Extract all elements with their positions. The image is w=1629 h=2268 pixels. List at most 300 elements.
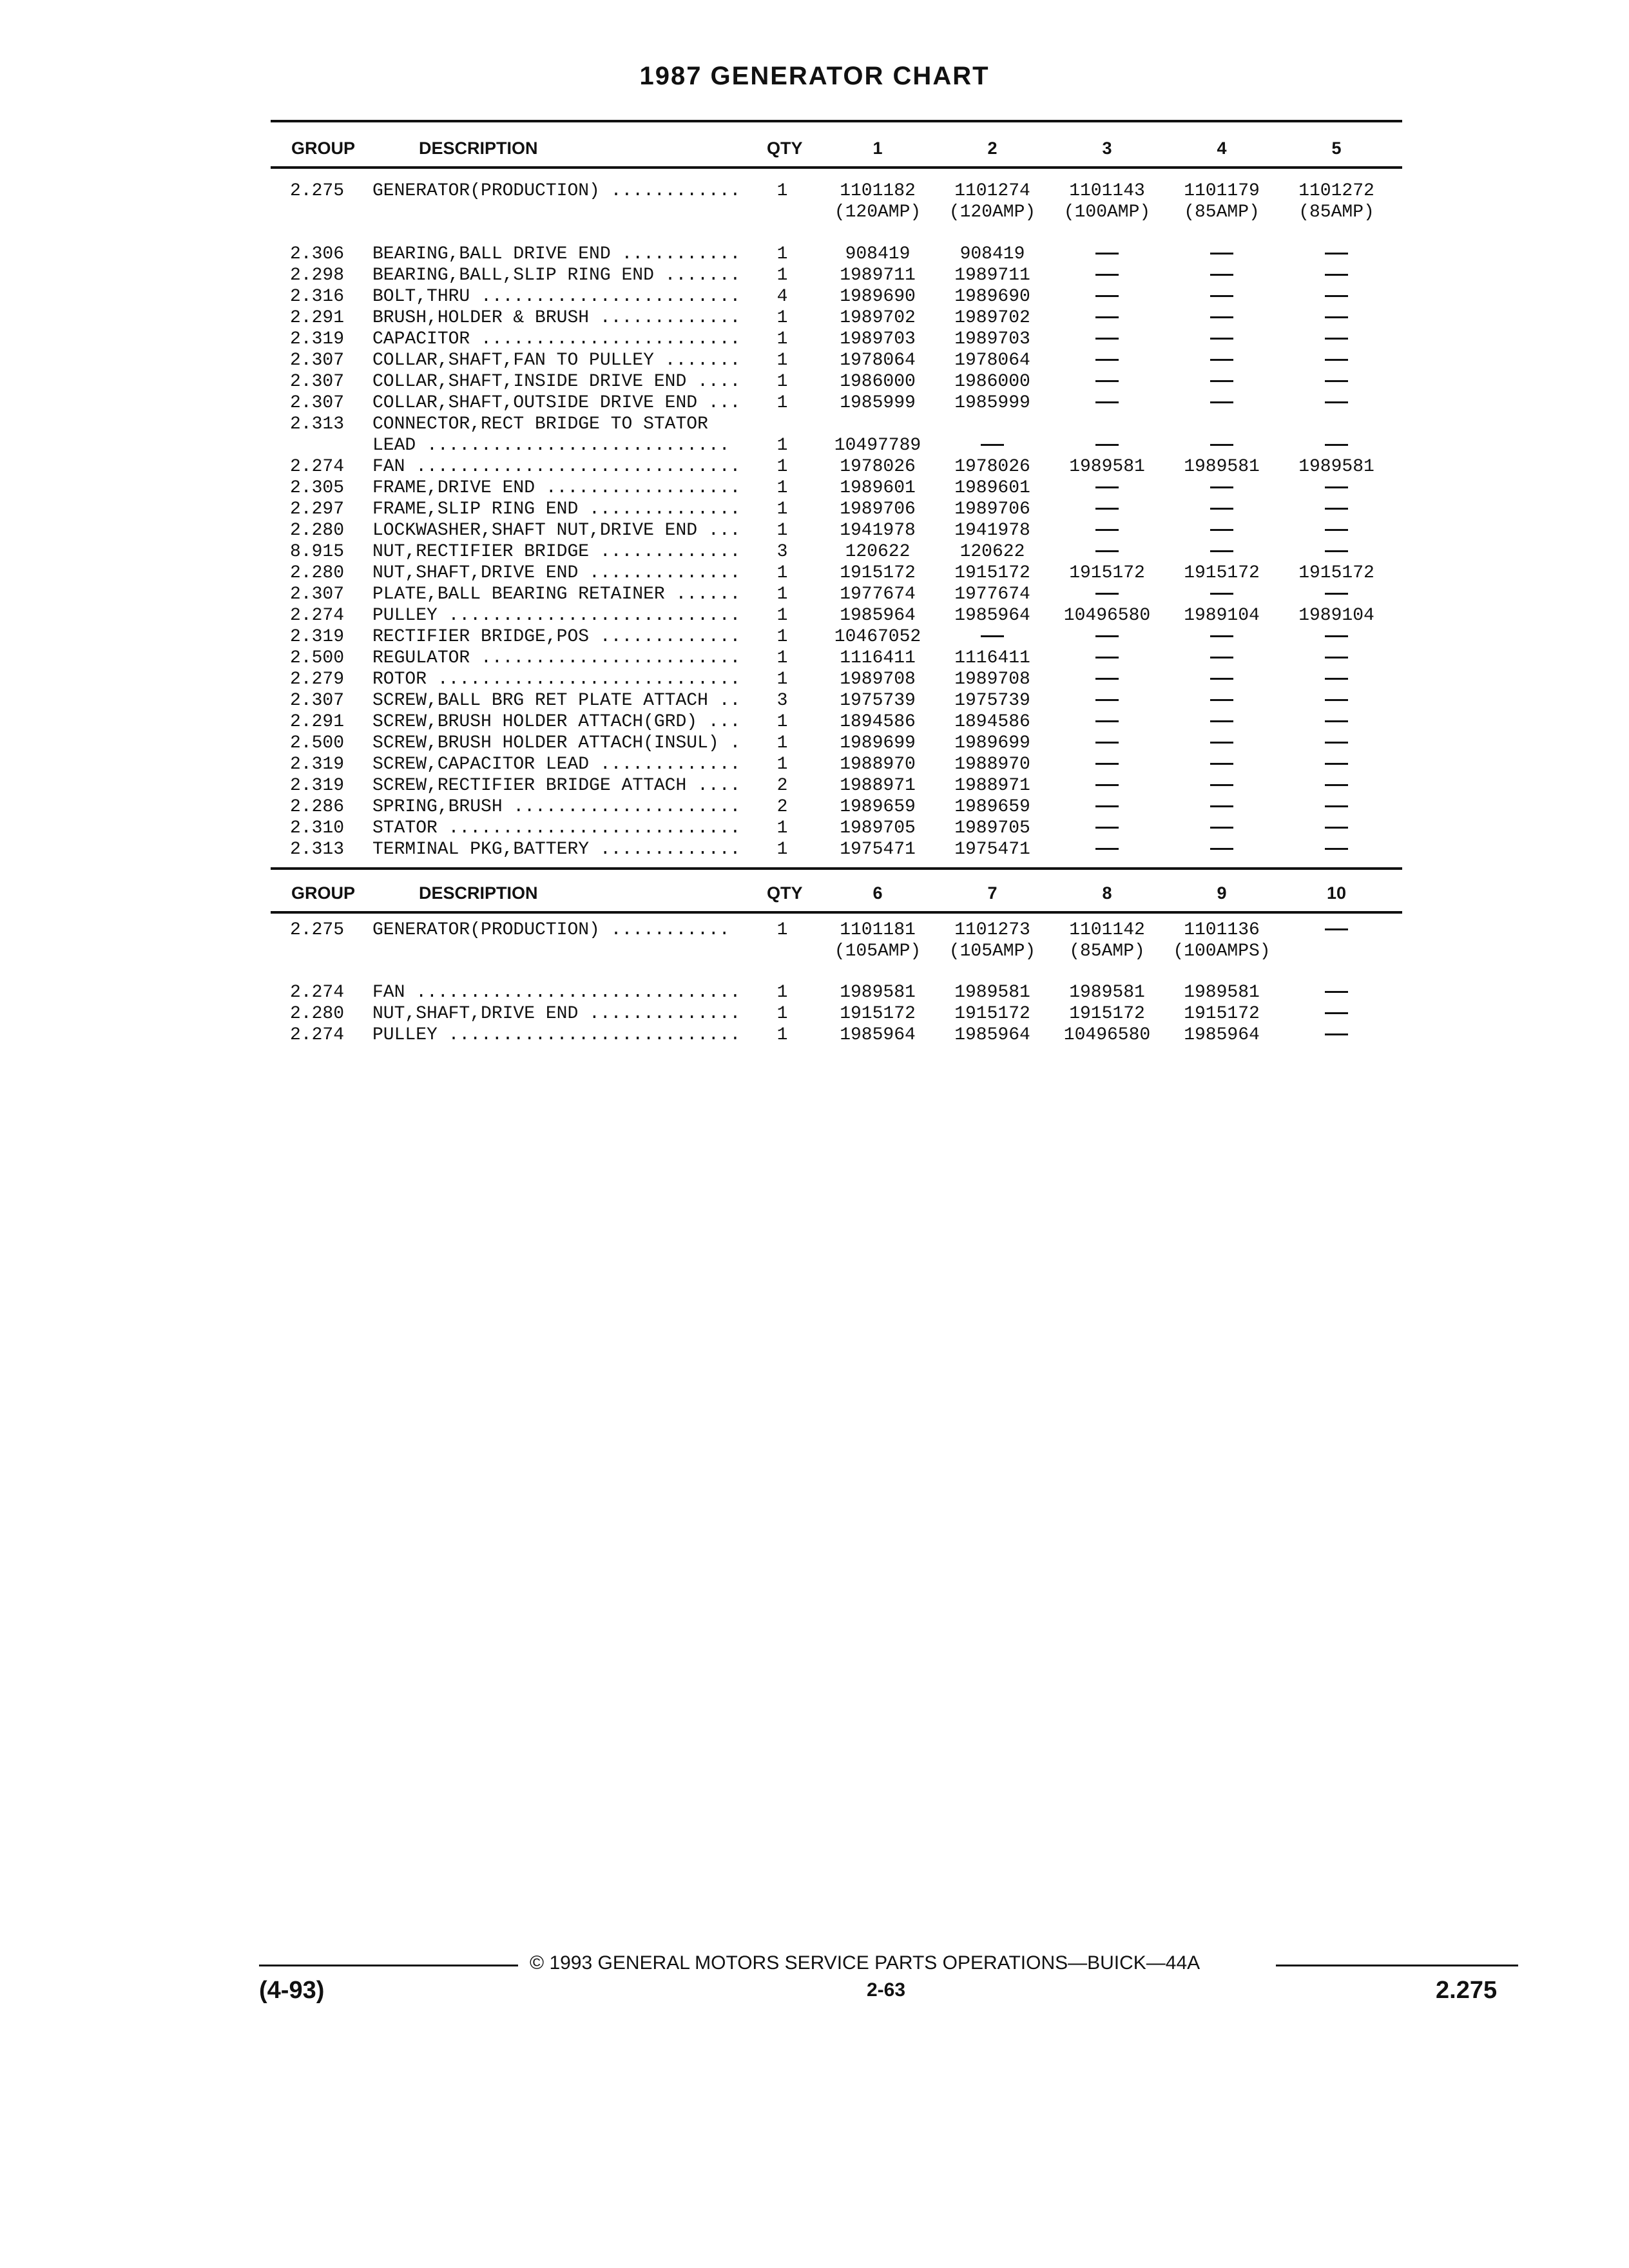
part-number: 1977674 (954, 584, 1030, 604)
part-number: 1989702 (840, 308, 916, 328)
dash-mark (1325, 274, 1348, 276)
part-number: 1915172 (1184, 1004, 1260, 1024)
group-number: 2.274 (290, 1025, 345, 1045)
amp-rating: (105AMP) (834, 941, 921, 961)
column-header: 7 (987, 883, 998, 903)
part-description: NUT,RECTIFIER BRIDGE ............. (372, 542, 741, 562)
part-description: SCREW,BALL BRG RET PLATE ATTACH .. (372, 691, 741, 711)
quantity: 1 (776, 372, 788, 392)
part-number: 1985964 (954, 1025, 1030, 1045)
quantity: 1 (776, 521, 788, 541)
group-number: 2.279 (290, 669, 345, 689)
dash-mark (1095, 742, 1119, 744)
dash-mark (1325, 699, 1348, 701)
part-number: 1101142 (1069, 920, 1145, 940)
part-description: NUT,SHAFT,DRIVE END .............. (372, 1004, 741, 1024)
dash-mark (1325, 359, 1348, 361)
part-number: 1989581 (840, 983, 916, 1003)
group-number: 2.500 (290, 733, 345, 753)
part-number: 1101181 (840, 920, 916, 940)
dash-mark (1095, 678, 1119, 680)
part-description: LEAD ............................ (372, 436, 730, 456)
part-description: SCREW,BRUSH HOLDER ATTACH(INSUL) . (372, 733, 741, 753)
dash-mark (1095, 486, 1119, 488)
table2-header-rule (271, 911, 1402, 914)
dash-mark (1095, 784, 1119, 786)
dash-mark (1210, 274, 1233, 276)
part-number: 1989705 (954, 818, 1030, 838)
dash-mark (1095, 720, 1119, 722)
quantity: 1 (776, 265, 788, 285)
dash-mark (1095, 316, 1119, 318)
dash-mark (1325, 848, 1348, 850)
dash-mark (981, 444, 1004, 446)
part-number: 1101274 (954, 181, 1030, 201)
quantity: 1 (776, 606, 788, 626)
part-number: 1941978 (840, 521, 916, 541)
part-description: CONNECTOR,RECT BRIDGE TO STATOR (372, 414, 708, 434)
dash-mark (1095, 444, 1119, 446)
part-description: BEARING,BALL,SLIP RING END ....... (372, 265, 741, 285)
group-number: 2.316 (290, 287, 345, 307)
dash-mark (1325, 444, 1348, 446)
amp-rating: (85AMP) (1069, 941, 1145, 961)
part-number: 1989699 (840, 733, 916, 753)
amp-rating: (100AMP) (1063, 202, 1151, 222)
dash-mark (1210, 805, 1233, 807)
part-number: 1116411 (954, 648, 1030, 668)
group-number: 2.280 (290, 1004, 345, 1024)
part-number: 120622 (845, 542, 911, 562)
part-number: 1985964 (954, 606, 1030, 626)
group-number: 2.307 (290, 584, 345, 604)
part-number: 1989711 (840, 265, 916, 285)
group-number: 2.274 (290, 606, 345, 626)
column-header: 2 (987, 139, 998, 158)
quantity: 1 (776, 436, 788, 456)
part-number: 1988971 (954, 776, 1030, 796)
part-number: 1989702 (954, 308, 1030, 328)
group-number: 2.319 (290, 754, 345, 774)
part-number: 1988970 (840, 754, 916, 774)
dash-mark (1210, 380, 1233, 382)
dash-mark (1210, 827, 1233, 829)
dash-mark (1325, 550, 1348, 552)
quantity: 1 (776, 244, 788, 264)
part-number: 1989699 (954, 733, 1030, 753)
dash-mark (1325, 253, 1348, 255)
dash-mark (1325, 295, 1348, 297)
column-header: QTY (767, 883, 803, 903)
column-header: 8 (1102, 883, 1112, 903)
amp-rating: (105AMP) (949, 941, 1036, 961)
part-description: FRAME,DRIVE END .................. (372, 478, 741, 498)
amp-rating: (120AMP) (834, 202, 921, 222)
quantity: 1 (776, 920, 788, 940)
part-description: ROTOR ............................ (372, 669, 741, 689)
part-number: 1988971 (840, 776, 916, 796)
group-number: 2.319 (290, 627, 345, 647)
dash-mark (1325, 678, 1348, 680)
part-number: 1989104 (1298, 606, 1374, 626)
part-number: 1915172 (954, 563, 1030, 583)
group-number: 2.307 (290, 351, 345, 370)
part-description: REGULATOR ........................ (372, 648, 741, 668)
dash-mark (1210, 848, 1233, 850)
dash-mark (1210, 529, 1233, 531)
dash-mark (1095, 338, 1119, 340)
footer-section-number: 2.275 (1436, 1977, 1498, 2004)
group-number: 2.305 (290, 478, 345, 498)
quantity: 3 (776, 542, 788, 562)
dash-mark (1210, 508, 1233, 510)
part-number: 1101272 (1298, 181, 1374, 201)
part-number: 10496580 (1063, 606, 1151, 626)
quantity: 1 (776, 712, 788, 732)
quantity: 1 (776, 457, 788, 477)
dash-mark (1325, 1033, 1348, 1035)
dash-mark (1095, 657, 1119, 658)
quantity: 1 (776, 563, 788, 583)
part-description: SPRING,BRUSH ..................... (372, 797, 741, 817)
column-header: 10 (1326, 883, 1347, 903)
part-number: 1989711 (954, 265, 1030, 285)
quantity: 2 (776, 797, 788, 817)
part-number: 1988970 (954, 754, 1030, 774)
column-header: 6 (872, 883, 883, 903)
part-number: 1978026 (954, 457, 1030, 477)
dash-mark (1095, 529, 1119, 531)
part-number: 1989581 (1298, 457, 1374, 477)
part-number: 1116411 (840, 648, 916, 668)
part-number: 10497789 (834, 436, 921, 456)
group-number: 2.291 (290, 308, 345, 328)
dash-mark (1210, 316, 1233, 318)
group-number: 2.280 (290, 563, 345, 583)
part-number: 1989703 (840, 329, 916, 349)
group-number: 2.274 (290, 457, 345, 477)
part-number: 1989104 (1184, 606, 1260, 626)
part-number: 1975471 (954, 840, 1030, 860)
amp-rating: (100AMPS) (1173, 941, 1271, 961)
part-number: 1975471 (840, 840, 916, 860)
part-number: 1989659 (954, 797, 1030, 817)
part-number: 908419 (959, 244, 1025, 264)
part-number: 908419 (845, 244, 911, 264)
dash-mark (1095, 253, 1119, 255)
dash-mark (1095, 848, 1119, 850)
part-number: 120622 (959, 542, 1025, 562)
dash-mark (1095, 593, 1119, 595)
group-number: 2.297 (290, 499, 345, 519)
column-header: DESCRIPTION (419, 883, 538, 903)
group-number: 2.306 (290, 244, 345, 264)
part-description: PULLEY ........................... (372, 1025, 741, 1045)
group-number: 2.313 (290, 840, 345, 860)
dash-mark (1210, 657, 1233, 658)
quantity: 1 (776, 181, 788, 201)
dash-mark (1210, 486, 1233, 488)
dash-mark (1325, 991, 1348, 993)
dash-mark (1095, 359, 1119, 361)
part-number: 1915172 (1184, 563, 1260, 583)
group-number: 2.500 (290, 648, 345, 668)
part-description: GENERATOR(PRODUCTION) ........... (372, 920, 730, 940)
part-number: 1985964 (840, 1025, 916, 1045)
part-number: 1989706 (954, 499, 1030, 519)
table2-top-rule (271, 867, 1402, 870)
dash-mark (1210, 678, 1233, 680)
part-number: 1989659 (840, 797, 916, 817)
page-title: 1987 GENERATOR CHART (639, 62, 990, 90)
part-number: 1989690 (840, 287, 916, 307)
quantity: 1 (776, 754, 788, 774)
dash-mark (1325, 784, 1348, 786)
quantity: 1 (776, 393, 788, 413)
part-number: 1986000 (954, 372, 1030, 392)
part-number: 1978064 (840, 351, 916, 370)
dash-mark (1210, 338, 1233, 340)
dash-mark (1325, 827, 1348, 829)
quantity: 3 (776, 691, 788, 711)
dash-mark (1095, 274, 1119, 276)
part-description: SCREW,RECTIFIER BRIDGE ATTACH .... (372, 776, 741, 796)
part-description: BOLT,THRU ........................ (372, 287, 741, 307)
group-number: 2.307 (290, 372, 345, 392)
part-number: 1941978 (954, 521, 1030, 541)
part-number: 1894586 (954, 712, 1030, 732)
part-number: 1915172 (840, 563, 916, 583)
part-number: 1975739 (954, 691, 1030, 711)
dash-mark (1210, 550, 1233, 552)
part-number: 1101143 (1069, 181, 1145, 201)
quantity: 1 (776, 627, 788, 647)
dash-mark (1210, 359, 1233, 361)
part-number: 1989601 (840, 478, 916, 498)
part-description: COLLAR,SHAFT,FAN TO PULLEY ....... (372, 351, 741, 370)
amp-rating: (85AMP) (1184, 202, 1260, 222)
group-number: 2.307 (290, 393, 345, 413)
part-number: 1894586 (840, 712, 916, 732)
part-description: CAPACITOR ........................ (372, 329, 741, 349)
quantity: 2 (776, 776, 788, 796)
part-number: 1101273 (954, 920, 1030, 940)
quantity: 1 (776, 1025, 788, 1045)
column-header: 9 (1217, 883, 1227, 903)
group-number: 2.275 (290, 181, 345, 201)
dash-mark (1325, 742, 1348, 744)
part-number: 1989708 (840, 669, 916, 689)
part-number: 1986000 (840, 372, 916, 392)
dash-mark (1325, 805, 1348, 807)
footer-left-rule (259, 1965, 518, 1966)
part-number: 10467052 (834, 627, 921, 647)
dash-mark (1210, 635, 1233, 637)
dash-mark (1095, 508, 1119, 510)
dash-mark (1325, 657, 1348, 658)
part-number: 1101136 (1184, 920, 1260, 940)
part-number: 1915172 (840, 1004, 916, 1024)
dash-mark (1210, 295, 1233, 297)
column-header: GROUP (291, 883, 356, 903)
dash-mark (1210, 253, 1233, 255)
dash-mark (1210, 593, 1233, 595)
part-description: SCREW,BRUSH HOLDER ATTACH(GRD) ... (372, 712, 741, 732)
quantity: 1 (776, 499, 788, 519)
dash-mark (1325, 316, 1348, 318)
part-description: FRAME,SLIP RING END .............. (372, 499, 741, 519)
part-number: 1101182 (840, 181, 916, 201)
column-header: GROUP (291, 139, 356, 158)
column-header: QTY (767, 139, 803, 158)
dash-mark (1325, 401, 1348, 403)
dash-mark (1095, 380, 1119, 382)
part-description: COLLAR,SHAFT,INSIDE DRIVE END .... (372, 372, 741, 392)
part-number: 1989581 (954, 983, 1030, 1003)
part-number: 1978064 (954, 351, 1030, 370)
part-description: SCREW,CAPACITOR LEAD ............. (372, 754, 741, 774)
dash-mark (1325, 1012, 1348, 1014)
footer-copyright: © 1993 GENERAL MOTORS SERVICE PARTS OPERATIONS—BUICK—44A (530, 1952, 1200, 1974)
part-description: FAN .............................. (372, 983, 741, 1003)
part-number: 1985999 (840, 393, 916, 413)
dash-mark (1325, 593, 1348, 595)
part-number: 1989690 (954, 287, 1030, 307)
group-number: 8.915 (290, 542, 345, 562)
group-number: 2.307 (290, 691, 345, 711)
quantity: 1 (776, 840, 788, 860)
dash-mark (1325, 763, 1348, 765)
part-number: 10496580 (1063, 1025, 1151, 1045)
group-number: 2.280 (290, 521, 345, 541)
quantity: 1 (776, 669, 788, 689)
part-number: 1985964 (1184, 1025, 1260, 1045)
dash-mark (981, 635, 1004, 637)
dash-mark (1095, 827, 1119, 829)
dash-mark (1325, 928, 1348, 930)
part-number: 1989581 (1184, 457, 1260, 477)
part-description: BEARING,BALL DRIVE END ........... (372, 244, 741, 264)
part-number: 1989601 (954, 478, 1030, 498)
dash-mark (1095, 763, 1119, 765)
dash-mark (1325, 338, 1348, 340)
part-description: PLATE,BALL BEARING RETAINER ...... (372, 584, 741, 604)
part-number: 1915172 (954, 1004, 1030, 1024)
footer-right-rule (1276, 1965, 1518, 1966)
group-number: 2.275 (290, 920, 345, 940)
quantity: 1 (776, 733, 788, 753)
part-number: 1985999 (954, 393, 1030, 413)
quantity: 1 (776, 329, 788, 349)
column-header: 5 (1331, 139, 1342, 158)
part-number: 1975739 (840, 691, 916, 711)
dash-mark (1325, 635, 1348, 637)
part-number: 1989581 (1184, 983, 1260, 1003)
dash-mark (1210, 444, 1233, 446)
part-number: 1985964 (840, 606, 916, 626)
part-number: 1977674 (840, 584, 916, 604)
footer-date: (4-93) (259, 1977, 325, 2004)
part-description: RECTIFIER BRIDGE,POS ............. (372, 627, 741, 647)
table1-header-rule (271, 166, 1402, 169)
dash-mark (1210, 401, 1233, 403)
quantity: 1 (776, 308, 788, 328)
part-number: 1978026 (840, 457, 916, 477)
group-number: 2.319 (290, 776, 345, 796)
part-description: FAN .............................. (372, 457, 741, 477)
column-header: DESCRIPTION (419, 139, 538, 158)
part-number: 1989581 (1069, 457, 1145, 477)
part-description: COLLAR,SHAFT,OUTSIDE DRIVE END ... (372, 393, 741, 413)
table1-top-rule (271, 120, 1402, 122)
part-number: 1989708 (954, 669, 1030, 689)
dash-mark (1095, 635, 1119, 637)
part-description: NUT,SHAFT,DRIVE END .............. (372, 563, 741, 583)
part-description: BRUSH,HOLDER & BRUSH ............. (372, 308, 741, 328)
dash-mark (1210, 763, 1233, 765)
part-number: 1989703 (954, 329, 1030, 349)
quantity: 1 (776, 983, 788, 1003)
quantity: 1 (776, 648, 788, 668)
dash-mark (1325, 380, 1348, 382)
group-number: 2.274 (290, 983, 345, 1003)
group-number: 2.313 (290, 414, 345, 434)
dash-mark (1325, 486, 1348, 488)
quantity: 1 (776, 1004, 788, 1024)
dash-mark (1325, 529, 1348, 531)
group-number: 2.298 (290, 265, 345, 285)
dash-mark (1095, 401, 1119, 403)
part-number: 1989581 (1069, 983, 1145, 1003)
quantity: 1 (776, 351, 788, 370)
part-number: 1989705 (840, 818, 916, 838)
group-number: 2.286 (290, 797, 345, 817)
dash-mark (1325, 720, 1348, 722)
column-header: 1 (872, 139, 883, 158)
part-description: GENERATOR(PRODUCTION) ............ (372, 181, 741, 201)
dash-mark (1095, 550, 1119, 552)
amp-rating: (85AMP) (1298, 202, 1374, 222)
part-number: 1101179 (1184, 181, 1260, 201)
dash-mark (1095, 805, 1119, 807)
part-number: 1915172 (1069, 563, 1145, 583)
dash-mark (1210, 699, 1233, 701)
group-number: 2.291 (290, 712, 345, 732)
dash-mark (1210, 742, 1233, 744)
amp-rating: (120AMP) (949, 202, 1036, 222)
group-number: 2.310 (290, 818, 345, 838)
column-header: 3 (1102, 139, 1112, 158)
quantity: 1 (776, 478, 788, 498)
dash-mark (1210, 784, 1233, 786)
quantity: 1 (776, 818, 788, 838)
group-number: 2.319 (290, 329, 345, 349)
part-description: LOCKWASHER,SHAFT NUT,DRIVE END ... (372, 521, 741, 541)
column-header: 4 (1217, 139, 1227, 158)
quantity: 1 (776, 584, 788, 604)
part-number: 1915172 (1069, 1004, 1145, 1024)
dash-mark (1325, 508, 1348, 510)
part-description: STATOR ........................... (372, 818, 741, 838)
part-description: PULLEY ........................... (372, 606, 741, 626)
part-description: TERMINAL PKG,BATTERY ............. (372, 840, 741, 860)
dash-mark (1095, 295, 1119, 297)
part-number: 1989706 (840, 499, 916, 519)
part-number: 1915172 (1298, 563, 1374, 583)
quantity: 4 (776, 287, 788, 307)
dash-mark (1210, 720, 1233, 722)
dash-mark (1095, 699, 1119, 701)
